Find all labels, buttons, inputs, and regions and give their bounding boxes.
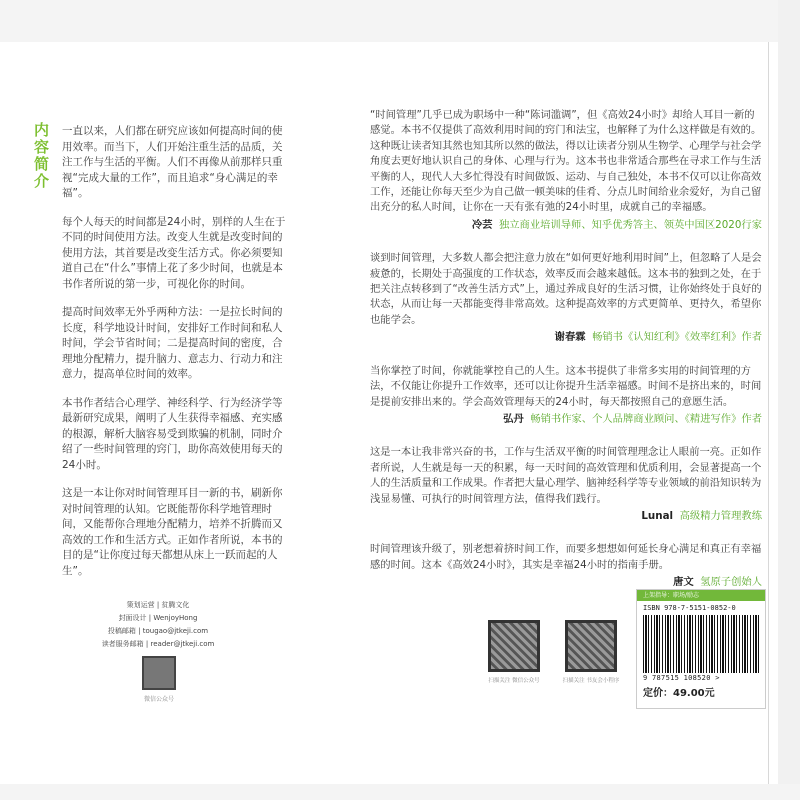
credit-line: 投稿邮箱 | tougao@jtkeji.com — [107, 627, 209, 635]
credit-line: 封面设计 | WenjoyHong — [118, 614, 198, 622]
endorser-role: 独立商业培训导师、知乎优秀答主、领英中国区2020行家 — [498, 218, 762, 231]
endorsement-text: “时间管理”几乎已成为职场中一种“陈词滥调”，但《高效24小时》却给人耳目一新的感觉。本书不仅提供了高效利用时间的窍门和法宝，也解释了为什么这样做是有效的。这种既让读者知其然也知其所以然的做法，得以让读者分别从生物学、心理学与社会学角度去更好地认识自己的身体、心理与行为。这本书也非常适合那些在寻求工作与生活平衡的人，现代人大多忙得没有时间做饭、运动、与自己独处，本书不仅可以让你高效工作，还能让你每天至少为自己做一顿美味的佳肴、分点儿时间给业余爱好，为自己留出充分的私人时间，让你在一天有张有弛的24小时里，成就自己的幸福感。 — [370, 109, 762, 214]
endorsement-attribution — [370, 218, 762, 233]
endorser-role: 高级精力管理教练 — [679, 509, 762, 522]
endorser-name: 唐文 — [673, 576, 694, 589]
scan-border-right — [778, 0, 800, 800]
barcode-digits: 9 787515 108520 > — [643, 674, 720, 682]
endorser-role: 畅销书《认知红利》《效率红利》作者 — [592, 331, 762, 344]
endorsement — [370, 542, 762, 590]
shelving-category: 上架指导：职场/励志 — [637, 590, 765, 601]
intro-body — [62, 124, 290, 592]
scan-border-top — [0, 0, 800, 42]
publisher-qr-caption: 微信公众号 — [143, 696, 174, 703]
endorsement-text: 当你掌控了时间，你就能掌控自己的人生。这本书提供了非常多实用的时间管理的方法，不仅能让你提升工作效率，还可以让你提升生活幸福感。时间不是挤出来的，时间是提前安排出来的。学会高效管理每天的24小时，每天都按照自己的意愿生活。 — [370, 364, 762, 408]
intro-heading-char: 简 — [34, 155, 50, 173]
miniprogram-qr-code — [565, 620, 617, 672]
endorser-name: 弘丹 — [503, 412, 524, 425]
endorsement — [370, 364, 762, 428]
intro-paragraph: 提高时间效率无外乎两种方法：一是拉长时间的长度，科学地设计时间，安排好工作时间和私人时间，学会节省时间；二是提高时间的密度，合理地分配精力，提升脑力、意志力、行动力和注意力，提高单位时间的效率。 — [62, 306, 283, 380]
scan-border-bottom — [0, 784, 800, 800]
price-label: 定价：49.00元 — [643, 688, 715, 699]
intro-paragraph: 本书作者结合心理学、神经科学、行为经济学等最新研究成果，阐明了人生获得幸福感、充实感的根源，解析大脑容易受到欺骗的机制，同时介绍了一些时间管理的窍门，助你高效使用每天的24小时。 — [62, 396, 283, 471]
credit-line: 策划运营 | 贫腾文化 — [126, 601, 190, 609]
endorsement-attribution — [370, 509, 762, 524]
wechat-qr-code — [488, 620, 540, 672]
endorser-name: 谢春霖 — [554, 331, 586, 344]
publisher-qr-code — [142, 656, 176, 690]
endorser-name: Lunal — [641, 509, 674, 522]
miniprogram-qr-caption: 扫描关注 书友会小程序 — [562, 678, 620, 684]
intro-heading-char: 容 — [34, 138, 50, 156]
intro-heading — [34, 122, 52, 190]
intro-paragraph: 每个人每天的时间都是24小时，别样的人生在于不同的时间使用方法。改变人生就是改变时间的使用方法，其首要是改变生活方式。你必须要知道自己在“什么”事情上花了多少时间，也就是本书作者所说的第一步，可视化你的时间。 — [62, 215, 286, 290]
endorsement-text: 这是一本让我非常兴奋的书，工作与生活双平衡的时间管理理念让人眼前一亮。正如作者所说，人生就是每一天的积累，每一天时间的高效管理和优质利用，会显著提高一个人的生活质量和工作成果。作者把大量心理学、脑神经科学等专业领域的前沿知识转为浅显易懂、可执行的时间管理方法，值得我们践行。 — [370, 446, 762, 505]
wechat-qr-caption: 扫描关注 微信公众号 — [488, 678, 540, 684]
spine-fold-line — [768, 42, 769, 784]
endorsement-attribution — [370, 330, 762, 345]
endorsement-attribution — [370, 412, 762, 427]
intro-paragraph: 这是一本让你对时间管理耳目一新的书，刷新你对时间管理的认知。它既能帮你科学地管理时间，又能帮你合理地分配精力，培养不折腾而又高效的工作和生活方式。正如作者所说，本书的目的是“让你度过每天都想从床上一跃而起的人生”。 — [62, 487, 283, 577]
intro-heading-char: 介 — [34, 172, 50, 190]
endorsement — [370, 108, 762, 233]
endorser-role: 氢原子创始人 — [700, 576, 762, 589]
isbn-number: ISBN 978-7-5151-0852-0 — [643, 604, 736, 612]
intro-paragraph: 一直以来，人们都在研究应该如何提高时间的使用效率。而当下，人们开始注重生活的品质，关注工作与生活的平衡。人们不再像从前那样只重视“完成大量的工作”，而且追求“身心满足的幸福”。 — [62, 125, 283, 199]
endorser-name: 冷芸 — [471, 218, 493, 231]
barcode-icon — [643, 615, 759, 673]
barcode-block — [636, 589, 766, 709]
endorsement-text: 谈到时间管理，大多数人都会把注意力放在“如何更好地利用时间”上，但忽略了人是会疲惫的，长期处于高强度的工作状态，效率反而会越来越低。这本书的独到之处，在于把关注点转移到了“改善生活方式”上，通过养成良好的生活习惯，让你始终处于良好的状态，从而让每一天都能变得非常高效。这种提高效率的方式更简单、更持久，希望你也能学会。 — [370, 252, 762, 326]
publisher-credits — [98, 599, 218, 651]
endorsement — [370, 445, 762, 524]
endorsements — [370, 108, 762, 609]
credit-line: 读者服务邮箱 | reader@jtkeji.com — [101, 640, 215, 648]
endorsement-text: 时间管理该升级了，别老想着挤时间工作，而要多想想如何延长身心满足和真正有幸福感的时间。这本《高效24小时》，其实是幸福24小时的指南手册。 — [370, 543, 762, 571]
endorser-role: 畅销书作家、个人品牌商业顾问、《精进写作》作者 — [530, 412, 762, 425]
intro-heading-char: 内 — [34, 121, 50, 139]
endorsement — [370, 251, 762, 345]
